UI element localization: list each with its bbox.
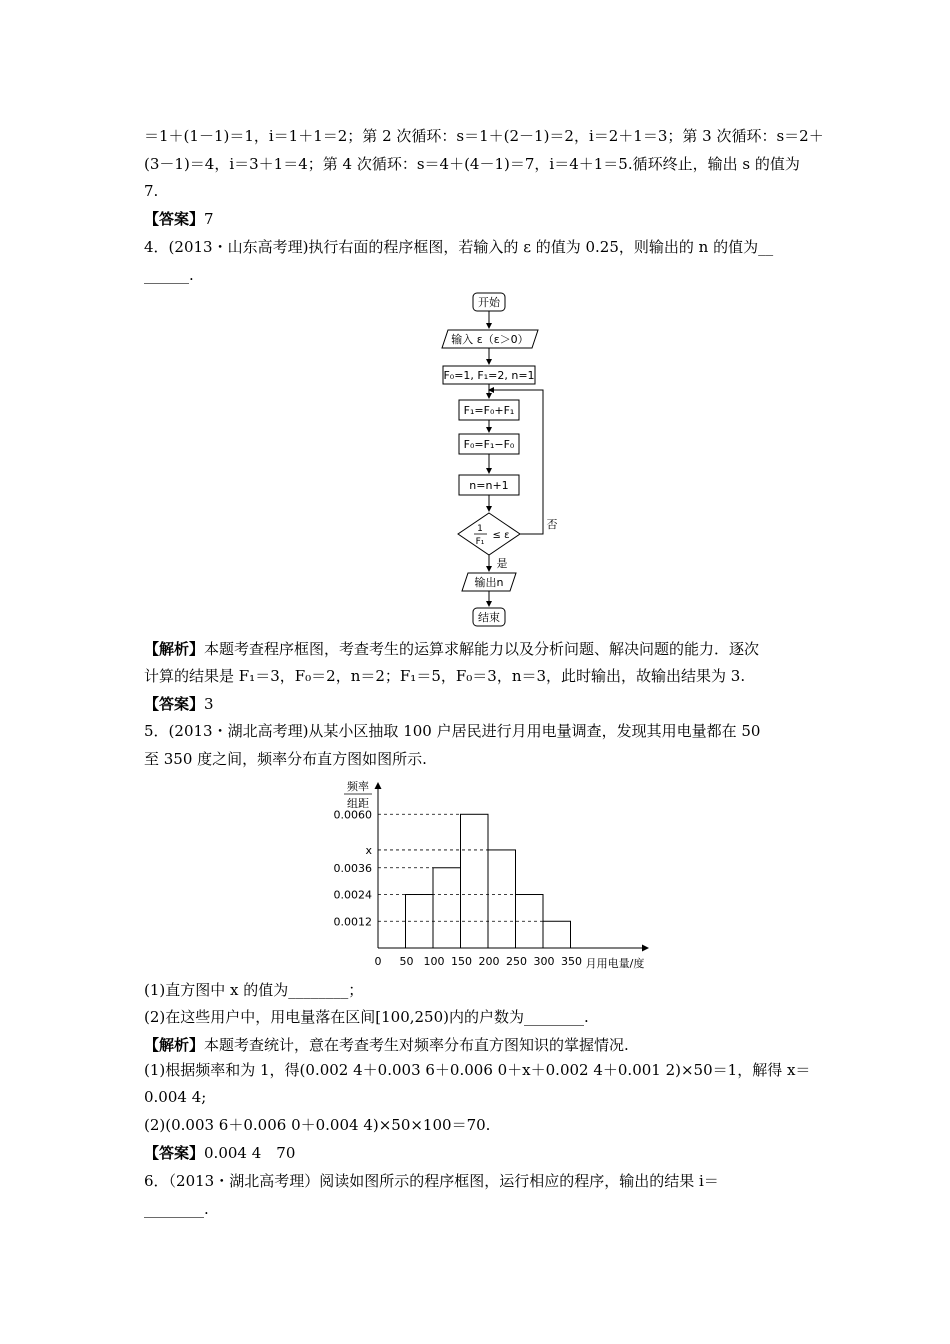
analysis-text: 本题考查统计，意在考查考生对频率分布直方图知识的掌握情况.	[204, 1036, 629, 1054]
hist-bar	[433, 868, 461, 948]
hist-xtick-label: 0	[374, 955, 382, 968]
q5-analysis	[144, 1035, 629, 1055]
hist-bar	[488, 850, 516, 948]
flow-step2-label: F₀=F₁−F₀	[463, 438, 515, 451]
q4-question-line1: 4．(2013・山东高考理)执行右面的程序框图，若输入的 ε 的值为 0.25，则输出的 n 的值为__	[144, 238, 774, 256]
hist-bar	[461, 814, 489, 948]
hist-bar	[543, 921, 571, 948]
q4-question-line2: ______.	[144, 266, 194, 284]
flow-step1-label: F₁=F₀+F₁	[463, 404, 515, 417]
frequency-histogram	[330, 775, 660, 975]
flow-cond-denominator: F₁	[475, 537, 485, 547]
hist-xtick-label: 200	[478, 955, 500, 968]
answer-value: 7	[204, 210, 214, 228]
hist-xtick-label: 250	[506, 955, 527, 968]
q5-calc-line2: 0.004 4;	[144, 1088, 207, 1106]
flowchart	[430, 290, 580, 630]
flow-no-label: 否	[546, 518, 558, 531]
flow-end-label: 结束	[478, 611, 500, 624]
q5-question-line2: 至 350 度之间，频率分布直方图如图所示.	[144, 750, 427, 768]
flow-cond-relation: ≤ ε	[492, 530, 510, 541]
flow-input-label: 输入 ε（ε＞0）	[451, 333, 529, 346]
hist-xtick-label: 300	[533, 955, 555, 968]
hist-ylabel-bottom: 组距	[347, 797, 369, 810]
flow-yes-label: 是	[496, 557, 508, 570]
q5-calc-line1: (1)根据频率和为 1，得(0.002 4＋0.003 6＋0.006 0＋x＋0.002 4＋0.001 2)×50＝1，解得 x＝	[144, 1061, 811, 1079]
q6-question-line2: ________.	[144, 1200, 209, 1218]
hist-xlabel: 月用电量/度	[585, 957, 645, 970]
hist-xtick-label: 50	[399, 955, 414, 968]
analysis-label: 【解析】	[144, 1036, 205, 1054]
q5-sub2: (2)在这些用户中，用电量落在区间[100,250)内的户数为________.	[144, 1008, 589, 1026]
q5-sub1: (1)直方图中 x 的值为________；	[144, 981, 364, 999]
flow-output-label: 输出n	[474, 576, 504, 589]
hist-ytick-label: x	[365, 843, 372, 857]
q3-solution-line2: (3－1)＝4，i＝3＋1＝4；第 4 次循环：s＝4＋(4－1)＝7，i＝4＋1＝5.循环终止，输出 s 的值为	[144, 155, 800, 173]
q4-analysis-line1	[144, 639, 759, 659]
answer-label: 【答案】	[144, 695, 205, 713]
hist-xtick-label: 350	[561, 955, 582, 968]
flow-step3-label: n=n+1	[469, 479, 509, 492]
flow-condition-diamond	[458, 513, 520, 555]
hist-ytick-label: 0.0060	[333, 808, 372, 822]
answer-label: 【答案】	[144, 210, 205, 228]
hist-ytick-label: 0.0012	[333, 915, 372, 929]
answer-value: 0.004 4 70	[204, 1144, 296, 1162]
answer-value: 3	[204, 695, 214, 713]
hist-xtick-label: 100	[423, 955, 445, 968]
hist-ytick-label: 0.0036	[333, 861, 372, 875]
q4-answer	[144, 694, 214, 714]
flow-init-label: F₀=1, F₁=2, n=1	[443, 369, 535, 382]
q6-question-line1: 6．（2013・湖北高考理）阅读如图所示的程序框图，运行相应的程序，输出的结果 i＝	[144, 1172, 719, 1190]
q4-analysis-line2: 计算的结果是 F₁＝3，F₀＝2，n＝2；F₁＝5，F₀＝3，n＝3，此时输出，故输出结果为 3.	[144, 667, 746, 685]
flow-start-label: 开始	[478, 296, 500, 309]
flow-cond-numerator: 1	[477, 524, 483, 534]
hist-ytick-label: 0.0024	[333, 888, 372, 902]
hist-xtick-label: 150	[451, 955, 472, 968]
analysis-label: 【解析】	[144, 640, 205, 658]
q5-calc-line3: (2)(0.003 6＋0.006 0＋0.004 4)×50×100＝70.	[144, 1116, 491, 1134]
q3-answer	[144, 209, 214, 229]
analysis-text: 本题考查程序框图，考查考生的运算求解能力以及分析问题、解决问题的能力．逐次	[204, 640, 760, 658]
hist-ylabel-top: 频率	[347, 780, 369, 793]
answer-label: 【答案】	[144, 1144, 205, 1162]
q5-answer	[144, 1143, 295, 1163]
q3-solution-line3: 7.	[144, 182, 159, 200]
q3-solution-line1: ＝1＋(1－1)＝1，i＝1＋1＝2；第 2 次循环：s＝1＋(2－1)＝2，i＝2＋1＝3；第 3 次循环：s＝2＋	[144, 127, 824, 145]
q5-question-line1: 5．(2013・湖北高考理)从某小区抽取 100 户居民进行月用电量调查，发现其用电量都在 50	[144, 722, 761, 740]
